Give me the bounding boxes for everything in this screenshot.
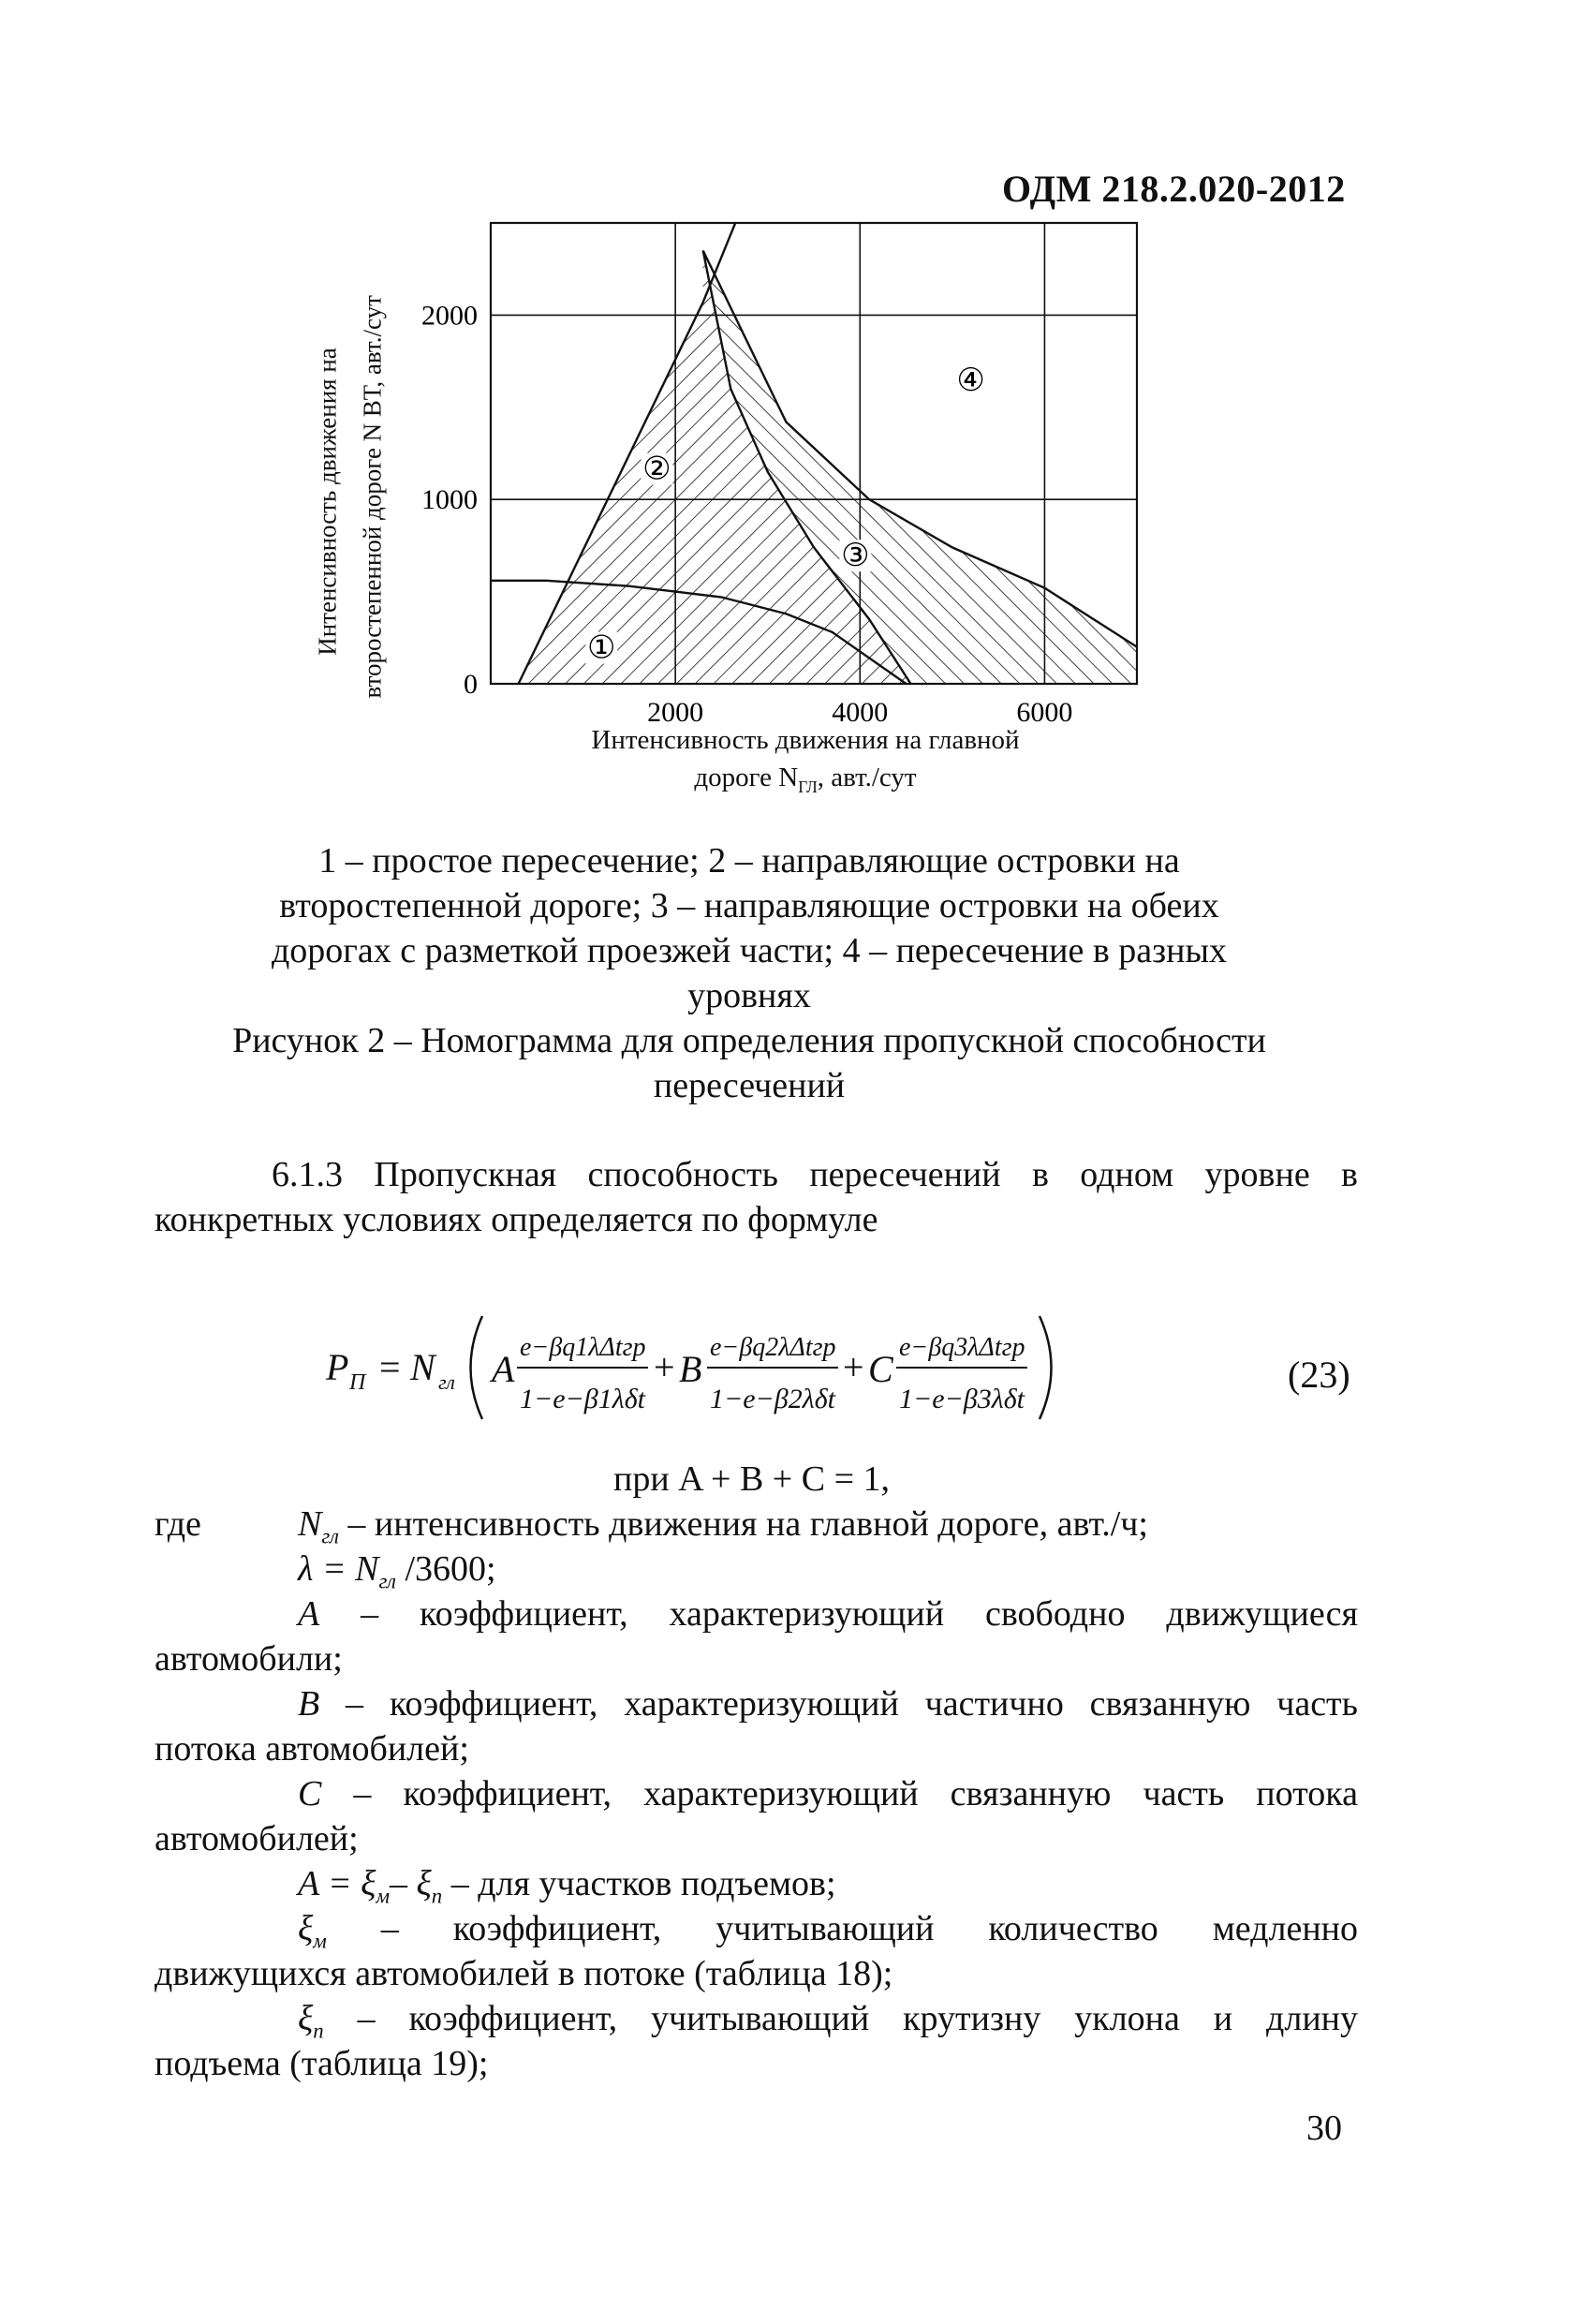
def-b-sym: B xyxy=(298,1684,320,1724)
formula-den1: 1−e−β1λδt xyxy=(520,1384,646,1414)
y-axis-label-line1: Интенсивность движения на xyxy=(313,348,342,656)
formula-left-paren xyxy=(471,1316,483,1419)
def-b xyxy=(298,1681,1358,1726)
formula-right-paren xyxy=(1040,1316,1052,1419)
def-n-gl-sub: гл xyxy=(321,1524,339,1548)
y-tick-label-1: 1000 xyxy=(421,484,478,516)
region-label-2: ② xyxy=(642,450,671,488)
def-a-text: – коэффициент, характеризующий свободно движущиеся xyxy=(319,1594,1358,1634)
document-code: ОДМ 218.2.020-2012 xyxy=(1002,168,1346,210)
formula-num3: e−βq3λΔtгр xyxy=(899,1333,1025,1362)
figure-legend-3: дорогах с разметкой проезжей части; 4 – пересечение в разных xyxy=(271,931,1228,970)
def-b-cont: потока автомобилей; xyxy=(155,1729,469,1769)
formula-num1: e−βq1λΔtгр xyxy=(520,1333,646,1362)
formula-a: A xyxy=(492,1348,515,1390)
formula-n-sub: гл xyxy=(438,1370,455,1394)
figure-title: Рисунок 2 – Номограмма для определения пропускной способности xyxy=(232,1021,1266,1060)
region-label-4: ④ xyxy=(956,362,985,400)
def-lambda-tail: /3600; xyxy=(396,1549,496,1589)
def-a-cont: автомобили; xyxy=(155,1639,343,1679)
formula-den3: 1−e−β3λδt xyxy=(899,1384,1025,1414)
x-tick-label-2: 6000 xyxy=(1016,697,1073,728)
def-xi-m-sub: м xyxy=(313,1929,327,1953)
def-a-rise-text: – для участков подъемов; xyxy=(442,1864,836,1903)
x-tick-label-1: 4000 xyxy=(832,697,889,728)
nomogram-chart xyxy=(393,206,1161,728)
def-c-text: – коэффициент, характеризующий связанную часть потока xyxy=(321,1774,1358,1813)
def-xi-p-text: – коэффициент, учитывающий крутизну уклона и длину xyxy=(323,1999,1358,2038)
def-lambda-sub: гл xyxy=(378,1569,396,1593)
formula-den2: 1−e−β2λδt xyxy=(710,1384,836,1414)
def-c xyxy=(298,1771,1358,1816)
def-a-rise-mid: – ξ xyxy=(390,1864,432,1903)
region-label-3: ③ xyxy=(841,537,870,575)
region-label-1: ① xyxy=(587,629,616,667)
formula-eq: = xyxy=(379,1346,401,1388)
def-xi-m-text: – коэффициент, учитывающий количество медленно xyxy=(326,1909,1358,1948)
y-axis-label-line2 xyxy=(358,295,388,699)
x-axis-label-unit: , авт./сут xyxy=(817,762,917,792)
where-label: где xyxy=(155,1504,201,1544)
x-tick-label-0: 2000 xyxy=(647,697,704,728)
y-axis-label-line2-text: второстепенной дороге N ВТ, авт./сут xyxy=(358,295,387,699)
def-n-gl-sym: N xyxy=(298,1504,322,1544)
def-xi-m-sym: ξ xyxy=(298,1909,314,1948)
x-axis-label-line1: Интенсивность движения на главной xyxy=(591,725,1020,755)
page-number: 30 xyxy=(1306,2109,1342,2148)
def-a-rise-head: A = ξ xyxy=(298,1864,376,1903)
formula-number: (23) xyxy=(1288,1354,1350,1396)
figure-title-cont: пересечений xyxy=(653,1066,846,1105)
def-a-sym: A xyxy=(298,1594,320,1634)
x-axis-label-sub: ГЛ xyxy=(798,777,818,796)
paragraph-6-1-3: 6.1.3 Пропускная способность пересечений в одном уровне в xyxy=(272,1155,1358,1194)
def-a-rise-sub2: п xyxy=(431,1884,443,1908)
formula-b: B xyxy=(679,1348,702,1390)
formula-plus1: + xyxy=(654,1346,675,1388)
def-xi-p-sub: п xyxy=(313,2019,324,2043)
def-xi-m-cont: движущихся автомобилей в потоке (таблица 18); xyxy=(155,1954,893,1993)
def-a xyxy=(298,1591,1358,1636)
formula-condition: при A + B + C = 1, xyxy=(613,1459,891,1499)
x-axis-label-line2-text: дороге N xyxy=(694,762,799,792)
def-c-cont: автомобилей; xyxy=(155,1819,359,1858)
def-b-text: – коэффициент, характеризующий частично связанную часть xyxy=(319,1684,1358,1724)
y-tick-label-2: 2000 xyxy=(421,300,478,332)
figure-legend-4: уровнях xyxy=(687,976,811,1015)
formula-p: P xyxy=(326,1346,349,1388)
formula-23 xyxy=(309,1297,1152,1438)
x-axis-label-line2 xyxy=(524,759,1086,806)
y-tick-label-0: 0 xyxy=(464,669,478,700)
formula-c: C xyxy=(868,1348,893,1390)
def-xi-p-cont: подъема (таблица 19); xyxy=(155,2044,489,2083)
def-n-gl-text: – интенсивность движения на главной дороге, авт./ч; xyxy=(338,1504,1148,1544)
x-axis-label xyxy=(524,721,1086,806)
figure-legend-1: 1 – простое пересечение; 2 – направляющие островки на xyxy=(318,841,1180,881)
def-a-rise-sub1: м xyxy=(376,1884,391,1908)
formula-p-sub: П xyxy=(349,1370,366,1395)
formula-n: N xyxy=(410,1346,435,1388)
formula-num2: e−βq2λΔtгр xyxy=(710,1333,836,1362)
def-lambda-head: λ = N xyxy=(298,1549,379,1589)
def-xi-p-sym: ξ xyxy=(298,1999,314,2038)
formula-plus2: + xyxy=(843,1346,864,1388)
paragraph-6-1-3-cont: конкретных условиях определяется по формуле xyxy=(155,1200,878,1239)
def-c-sym: C xyxy=(298,1774,322,1813)
figure-legend-2: второстепенной дороге; 3 – направляющие островки на обеих xyxy=(279,886,1219,925)
